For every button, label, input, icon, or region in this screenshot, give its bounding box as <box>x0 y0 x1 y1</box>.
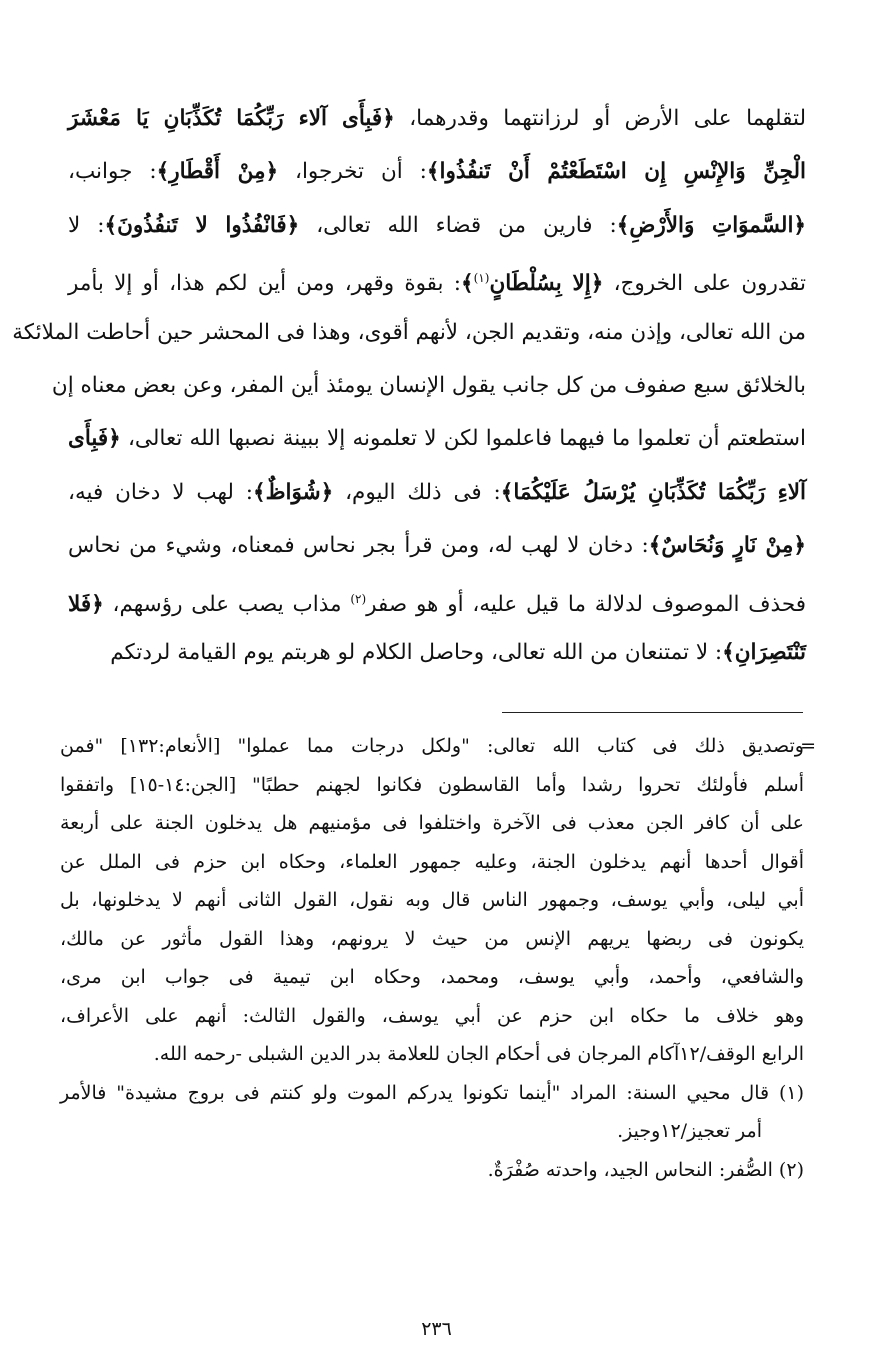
text-segment: من الله تعالى، وإذن منه، وتقديم الجن، لأنهم أقوى، وهذا فى المحشر حين أحاطت الملائكة <box>12 319 806 345</box>
quran-verse: ﴿فَبِأَى <box>68 426 121 452</box>
footnote-line: الرابع الوقف/١٢آكام المرجان فى أحكام الجان للعلامة بدر الدين الشبلى -رحمه الله. <box>153 1043 804 1065</box>
quran-verse: آلاءِ رَبِّكُمَا تُكَذِّبَانِ يُرْسَلُ عَلَيْكُمَا﴾ <box>500 479 806 505</box>
text-line <box>68 519 806 572</box>
quran-verse: ﴿فَلا <box>68 591 104 617</box>
text-line <box>68 466 806 519</box>
text-segment: بالخلائق سبع صفوف من كل جانب يقول الإنسان يومئذ أين المفر، وعن بعض معناه إن <box>51 372 806 398</box>
quran-verse: ﴿مِنْ نَارٍ وَنُحَاسٌ﴾ <box>648 533 806 559</box>
text-segment: : أن تخرجوا، <box>278 159 427 185</box>
quran-verse: ﴿إِلا بِسُلْطَانٍ <box>489 271 604 297</box>
footnote-line: والشافعي، وأحمد، وأبي يوسف، ومحمد، وحكاه ابن تيمية فى جواب ابن مرى، <box>60 966 804 988</box>
text-segment: استطعتم أن تعلموا ما فيهما فاعلموا لكن لا تعلمونه إلا ببينة نصبها الله تعالى، <box>120 426 806 452</box>
text-line <box>68 252 806 305</box>
text-segment: فحذف الموصوف لدلالة ما قيل عليه، أو هو صفر <box>366 591 807 617</box>
quran-verse: ﴿مِنْ أَقْطَارِ﴾ <box>156 159 279 185</box>
text-segment: : فارين من قضاء الله تعالى، <box>299 212 617 238</box>
quran-bracket: ﴾ <box>461 271 474 297</box>
text-segment: : بقوة وقهر، ومن أين لكم هذا، أو إلا بأمر <box>68 271 461 297</box>
footnote-2: (٢) الصُّفر: النحاس الجيد، واحدته صُفْرَةٌ. <box>487 1158 804 1181</box>
footnote-line: وهو خلاف ما حكاه ابن حزم عن أبي يوسف، والقول الثالث: أنهم على الأعراف، <box>60 1004 804 1027</box>
quran-verse: ﴿فَبِأَى آلاء رَبِّكُمَا تُكَذِّبَانِ يَا مَعْشَرَ <box>68 106 395 131</box>
continuation-mark: = <box>800 735 816 757</box>
footnote-line: أبي ليلى، وأبي يوسف، وجمهور الناس قال وبه نقول، القول الثانى أنهم لا يدخلونها، بل <box>60 889 804 911</box>
text-line <box>68 92 806 145</box>
text-segment: : فى ذلك اليوم، <box>333 479 501 505</box>
text-segment: : دخان لا لهب له، ومن قرأ بجر نحاس فمعناه، وشيء من نحاس <box>68 533 649 559</box>
text-segment: : لا تمتنعان من الله تعالى، وحاصل الكلام لو هربتم يوم القيامة لردتكم <box>110 639 723 665</box>
footnote-marker: (١) <box>473 271 490 286</box>
text-line <box>12 306 806 359</box>
text-segment: تقدرون على الخروج، <box>603 271 807 297</box>
footnote-line: أسلم فأولئك تحروا رشدا وأما القاسطون فكانوا لجهنم حطبًا" [الجن:١٤-١٥] واتفقوا <box>60 773 804 796</box>
footnote-separator <box>502 712 803 713</box>
main-text <box>12 92 807 679</box>
text-line <box>68 412 806 465</box>
quran-verse: تَنْتَصِرَانِ﴾ <box>722 639 806 665</box>
quran-verse: ﴿فَانْفُذُوا لا تَنفُذُونَ﴾ <box>104 212 300 238</box>
text-line <box>68 626 806 679</box>
page-number: ٢٣٦ <box>421 1318 452 1340</box>
text-line <box>68 573 806 626</box>
quran-verse: ﴿السَّموَاتِ وَالأَرْضِ﴾ <box>616 212 807 238</box>
text-segment: مذاب يصب على رؤسهم، <box>103 591 351 617</box>
text-line <box>51 359 806 412</box>
text-line <box>68 145 806 198</box>
text-segment: لتقلهما على الأرض أو لرزانتهما وقدرهما، <box>394 106 806 131</box>
text-segment: : لهب لا دخان فيه، <box>68 479 254 505</box>
footnote-line <box>60 727 816 766</box>
text-segment: : جوانب، <box>68 159 157 185</box>
footnote-marker: (٢) <box>350 591 367 606</box>
footnote-line: على أن كافر الجن معذب فى الآخرة واختلفوا فى مؤمنيهم هل يدخلون الجنة على أربعة <box>60 812 804 834</box>
footnote-1: (١) قال محيي السنة: المراد "أينما تكونوا يدركم الموت ولو كنتم فى بروج مشيدة" فالأمر <box>60 1081 804 1104</box>
footnotes <box>60 727 816 1189</box>
quran-verse: الْجِنِّ وَالإِنْسِ إِن اسْتَطَعْتُمْ أَنْ تَنفُذُوا﴾ <box>426 159 807 185</box>
footnote-text: وتصديق ذلك فى كتاب الله تعالى: "ولكل درجات مما عملوا" [الأنعام:١٣٢] "فمن <box>60 735 804 757</box>
quran-verse: ﴿شُوَاظٌ﴾ <box>253 479 334 505</box>
footnote-line: يكونون فى ربضها يريهم الإنس من حيث لا يرونهم، وهذا القول مأثور عن مالك، <box>60 927 804 950</box>
text-line <box>68 199 806 252</box>
text-segment: : لا <box>68 212 105 238</box>
footnote-line: أقوال أحدها أنهم يدخلون الجنة، وعليه جمهور العلماء، وحكاه ابن حزم فى الملل عن <box>60 850 804 873</box>
footnote-1-continued: أمر تعجيز/١٢وجيز. <box>617 1120 762 1142</box>
